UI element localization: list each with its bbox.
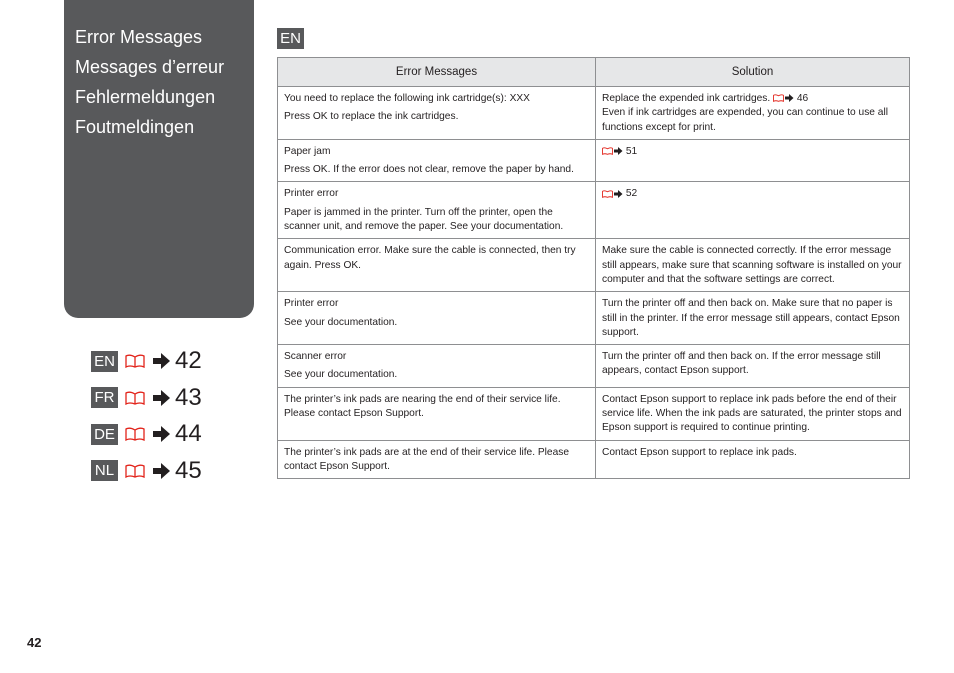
table-header-row bbox=[278, 58, 910, 87]
header-solution: Solution bbox=[596, 58, 910, 87]
language-references bbox=[91, 343, 202, 489]
error-cell bbox=[278, 387, 596, 440]
solution-cell bbox=[596, 292, 910, 345]
solution-cell bbox=[596, 182, 910, 239]
lang-badge: DE bbox=[91, 424, 118, 445]
book-icon bbox=[602, 190, 613, 198]
page-reference-number: 51 bbox=[625, 145, 638, 157]
page-ref-number: 44 bbox=[175, 420, 202, 448]
error-text: See your documentation. bbox=[284, 316, 398, 328]
header-error-messages: Error Messages bbox=[278, 58, 596, 87]
page-ref-number: 42 bbox=[175, 347, 202, 375]
lang-badge: EN bbox=[91, 351, 118, 372]
table-row bbox=[278, 87, 910, 140]
sidebar-panel bbox=[64, 0, 254, 318]
page-reference-number: 52 bbox=[625, 188, 638, 200]
solution-text bbox=[602, 92, 903, 106]
solution-text: Contact Epson support to replace ink pads. bbox=[602, 446, 797, 458]
lang-ref-en[interactable] bbox=[91, 343, 202, 380]
error-text: Press OK to replace the ink cartridges. bbox=[284, 111, 459, 123]
solution-line: Replace the expended ink cartridges. bbox=[602, 93, 771, 104]
page-ref-number: 45 bbox=[175, 456, 202, 484]
table-row bbox=[278, 239, 910, 292]
error-cell bbox=[278, 139, 596, 182]
page-reference-number: 46 bbox=[796, 93, 809, 104]
table-row bbox=[278, 182, 910, 239]
lang-badge: FR bbox=[91, 387, 118, 408]
error-text: The printer’s ink pads are nearing the end of their service life. Please contact Epson Support. bbox=[284, 393, 561, 420]
solution-text: Even if ink cartridges are expended, you can continue to use all functions except for print. bbox=[602, 107, 888, 133]
solution-text: Make sure the cable is connected correctly. If the error message still appears, make sure that scanning software is installed on your computer and that the software settings are correct. bbox=[602, 245, 902, 285]
error-cell bbox=[278, 239, 596, 292]
page-reference-link[interactable] bbox=[773, 93, 808, 104]
solution-text bbox=[602, 145, 903, 159]
error-text: Printer error bbox=[284, 298, 339, 310]
lang-badge: NL bbox=[91, 460, 118, 481]
error-text: Paper is jammed in the printer. Turn off the printer, open the scanner unit, and remove the paper. See your documentation. bbox=[284, 206, 564, 233]
book-icon bbox=[125, 464, 145, 478]
table-row bbox=[278, 387, 910, 440]
solution-cell bbox=[596, 139, 910, 182]
page-number: 42 bbox=[27, 635, 42, 650]
error-text: The printer’s ink pads are at the end of their service life. Please contact Epson Support. bbox=[284, 446, 570, 472]
error-text: Paper jam bbox=[284, 145, 331, 157]
error-text: Press OK. If the error does not clear, remove the paper by hand. bbox=[284, 164, 574, 176]
solution-text: Contact Epson support to replace ink pads before the end of their service life. When the ink pads are saturated, the printer stops and Epson support is required to continue printing. bbox=[602, 393, 902, 434]
error-cell bbox=[278, 182, 596, 239]
error-cell bbox=[278, 292, 596, 345]
error-cell bbox=[278, 345, 596, 388]
lang-ref-de[interactable] bbox=[91, 416, 202, 453]
error-text: See your documentation. bbox=[284, 369, 398, 381]
page-reference-link[interactable] bbox=[602, 146, 637, 157]
table-row bbox=[278, 139, 910, 182]
lang-ref-fr[interactable] bbox=[91, 380, 202, 417]
book-icon bbox=[125, 354, 145, 368]
arrow-right-icon bbox=[613, 146, 623, 156]
table-row bbox=[278, 292, 910, 345]
arrow-right-icon bbox=[784, 93, 794, 103]
sidebar-title-fr: Messages d’erreur bbox=[75, 57, 225, 77]
book-icon bbox=[125, 427, 145, 441]
error-text: Scanner error bbox=[284, 351, 347, 363]
arrow-right-icon bbox=[151, 388, 171, 408]
sidebar-title-list bbox=[64, 0, 254, 142]
solution-cell bbox=[596, 345, 910, 388]
arrow-right-icon bbox=[151, 351, 171, 371]
error-messages-table bbox=[277, 57, 910, 479]
solution-text: Turn the printer off and then back on. Make sure that no paper is still in the printer. If the error message still appears, contact Epson support. bbox=[602, 298, 900, 338]
lang-ref-nl[interactable] bbox=[91, 453, 202, 490]
book-icon bbox=[602, 147, 613, 155]
sidebar-title-en: Error Messages bbox=[75, 27, 203, 47]
arrow-right-icon bbox=[613, 189, 623, 199]
book-icon bbox=[125, 391, 145, 405]
page-ref-number: 43 bbox=[175, 383, 202, 411]
error-text: Printer error bbox=[284, 188, 339, 200]
book-icon bbox=[773, 94, 784, 102]
section-language-tag: EN bbox=[277, 28, 304, 49]
solution-cell bbox=[596, 387, 910, 440]
error-text: Communication error. Make sure the cable is connected, then try again. Press OK. bbox=[284, 245, 576, 271]
arrow-right-icon bbox=[151, 424, 171, 444]
page-reference-link[interactable] bbox=[602, 188, 637, 199]
arrow-right-icon bbox=[151, 461, 171, 481]
sidebar-title-de: Fehlermeldungen bbox=[75, 87, 216, 107]
sidebar-title-nl: Foutmeldingen bbox=[75, 117, 195, 137]
table-row bbox=[278, 440, 910, 479]
table-row bbox=[278, 345, 910, 388]
solution-cell bbox=[596, 440, 910, 479]
error-cell bbox=[278, 87, 596, 140]
solution-text bbox=[602, 187, 903, 201]
solution-cell bbox=[596, 239, 910, 292]
solution-text: Turn the printer off and then back on. If the error message still appears, contact Epson support. bbox=[602, 351, 881, 377]
error-text: You need to replace the following ink cartridge(s): XXX bbox=[284, 93, 530, 104]
solution-cell bbox=[596, 87, 910, 140]
error-cell bbox=[278, 440, 596, 479]
